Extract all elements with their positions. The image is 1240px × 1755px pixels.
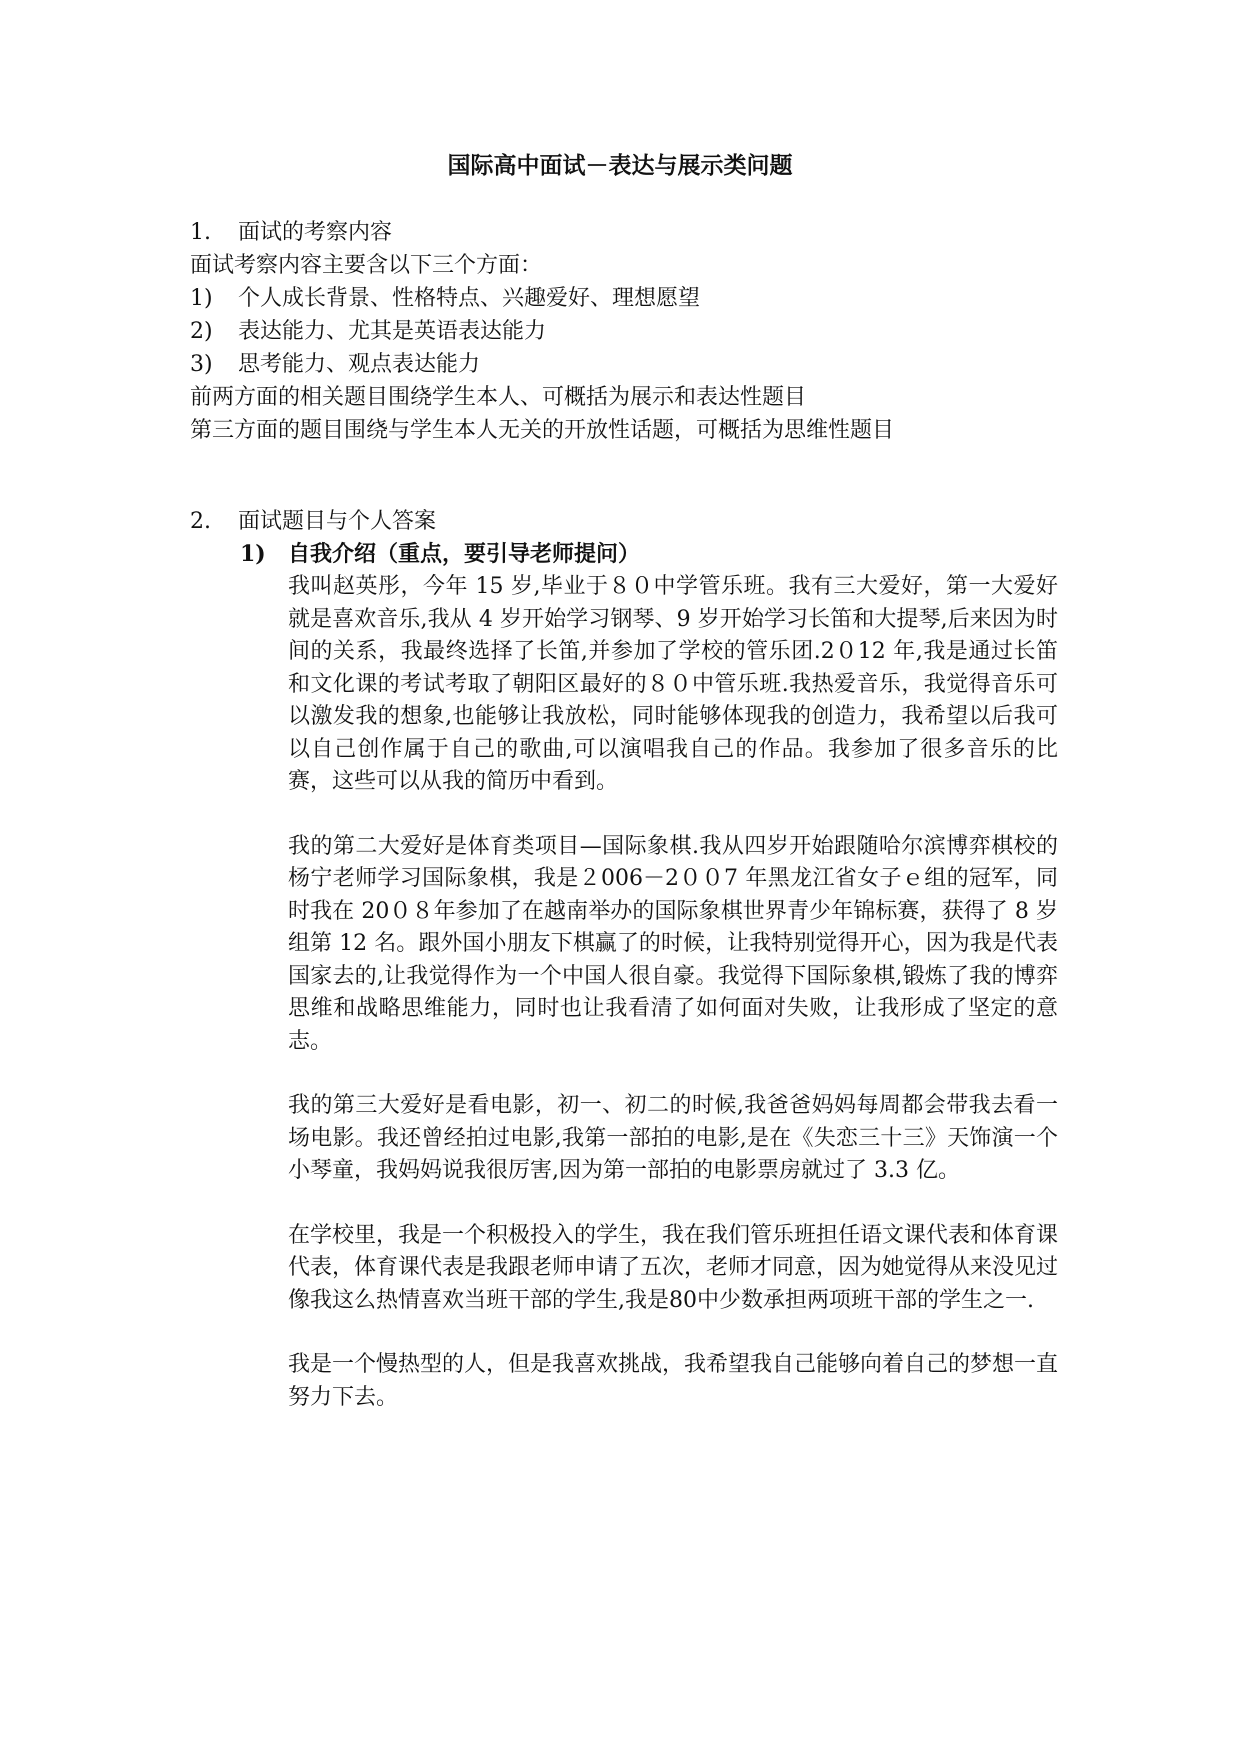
section-1-note-1: 前两方面的相关题目围绕学生本人、可概括为展示和表达性题目 xyxy=(190,385,807,410)
list-item xyxy=(190,348,1150,381)
paragraph: 我的第二大爱好是体育类项目—国际象棋.我从四岁开始跟随哈尔滨博弈棋校的杨宁老师学习国际象棋，我是２006－2００7 年黑龙江省女子ｅ组的冠军，同时我在 20０８年参加了在越南举办的国际象棋世界青少年锦标赛，获得了 8 岁组第 12 名。跟外国小朋友下棋赢了的时候，让我特别觉得开心，因为我是代表国家去的,让我觉得作为一个中国人很自豪。我觉得下国际象棋,锻炼了我的博弈思维和战略思维能力，同时也让我看清了如何面对失败，让我形成了坚定的意志。 xyxy=(288,833,1058,1054)
section-2 xyxy=(190,505,1150,1446)
subsection-number: 1) xyxy=(240,541,266,567)
section-2-title: 面试题目与个人答案 xyxy=(238,509,437,534)
section-1-heading xyxy=(190,216,1150,249)
section-1-number: 1. xyxy=(190,220,211,245)
paragraph: 在学校里，我是一个积极投入的学生，我在我们管乐班担任语文课代表和体育课代表，体育课代表是我跟老师申请了五次，老师才同意，因为她觉得从来没见过像我这么热情喜欢当班干部的学生,我是80中少数承担两项班干部的学生之一. xyxy=(288,1222,1059,1313)
list-item-number: 1) xyxy=(190,286,213,311)
list-item-text: 个人成长背景、性格特点、兴趣爱好、理想愿望 xyxy=(238,286,701,311)
section-1-note-2: 第三方面的题目围绕与学生本人无关的开放性话题，可概括为思维性题目 xyxy=(190,418,895,443)
list-item xyxy=(190,315,1150,348)
paragraph: 我是一个慢热型的人，但是我喜欢挑战，我希望我自己能够向着自己的梦想一直努力下去。 xyxy=(288,1352,1059,1410)
section-1 xyxy=(190,216,1150,447)
section-2-heading xyxy=(190,505,1150,538)
section-2-number: 2. xyxy=(190,509,211,534)
subsection-heading xyxy=(190,538,1150,571)
subsection-title: 自我介绍（重点，要引导老师提问） xyxy=(288,541,641,567)
paragraph: 我的第三大爱好是看电影，初一、初二的时候,我爸爸妈妈每周都会带我去看一场电影。我还曾经拍过电影,我第一部拍的电影,是在《失恋三十三》天饰演一个小琴童，我妈妈说我很厉害,因为第一部拍的电影票房就过了 3.3 亿。 xyxy=(288,1093,1058,1183)
section-1-title: 面试的考察内容 xyxy=(238,220,393,245)
list-item-number: 3) xyxy=(190,352,213,377)
paragraph: 我叫赵英彤，今年 15 岁,毕业于８０中学管乐班。我有三大爱好，第一大爱好就是喜欢音乐,我从 4 岁开始学习钢琴、9 岁开始学习长笛和大提琴,后来因为时间的关系，我最终选择了长笛,并参加了学校的管乐团.2０12 年,我是通过长笛和文化课的考试考取了朝阳区最好的８０中管乐班.我热爱音乐，我觉得音乐可以激发我的想象,也能够让我放松，同时能够体现我的创造力，我希望以后我可以自己创作属于自己的歌曲,可以演唱我自己的作品。我参加了很多音乐的比赛，这些可以从我的简历中看到。 xyxy=(288,574,1058,794)
section-1-intro: 面试考察内容主要含以下三个方面： xyxy=(190,253,543,278)
list-item-number: 2) xyxy=(190,319,213,344)
document-title: 国际高中面试－表达与展示类问题 xyxy=(447,152,793,179)
list-item-text: 表达能力、尤其是英语表达能力 xyxy=(238,319,547,344)
self-introduction-text xyxy=(288,571,1058,1414)
list-item xyxy=(190,282,1150,315)
list-item-text: 思考能力、观点表达能力 xyxy=(238,352,481,377)
